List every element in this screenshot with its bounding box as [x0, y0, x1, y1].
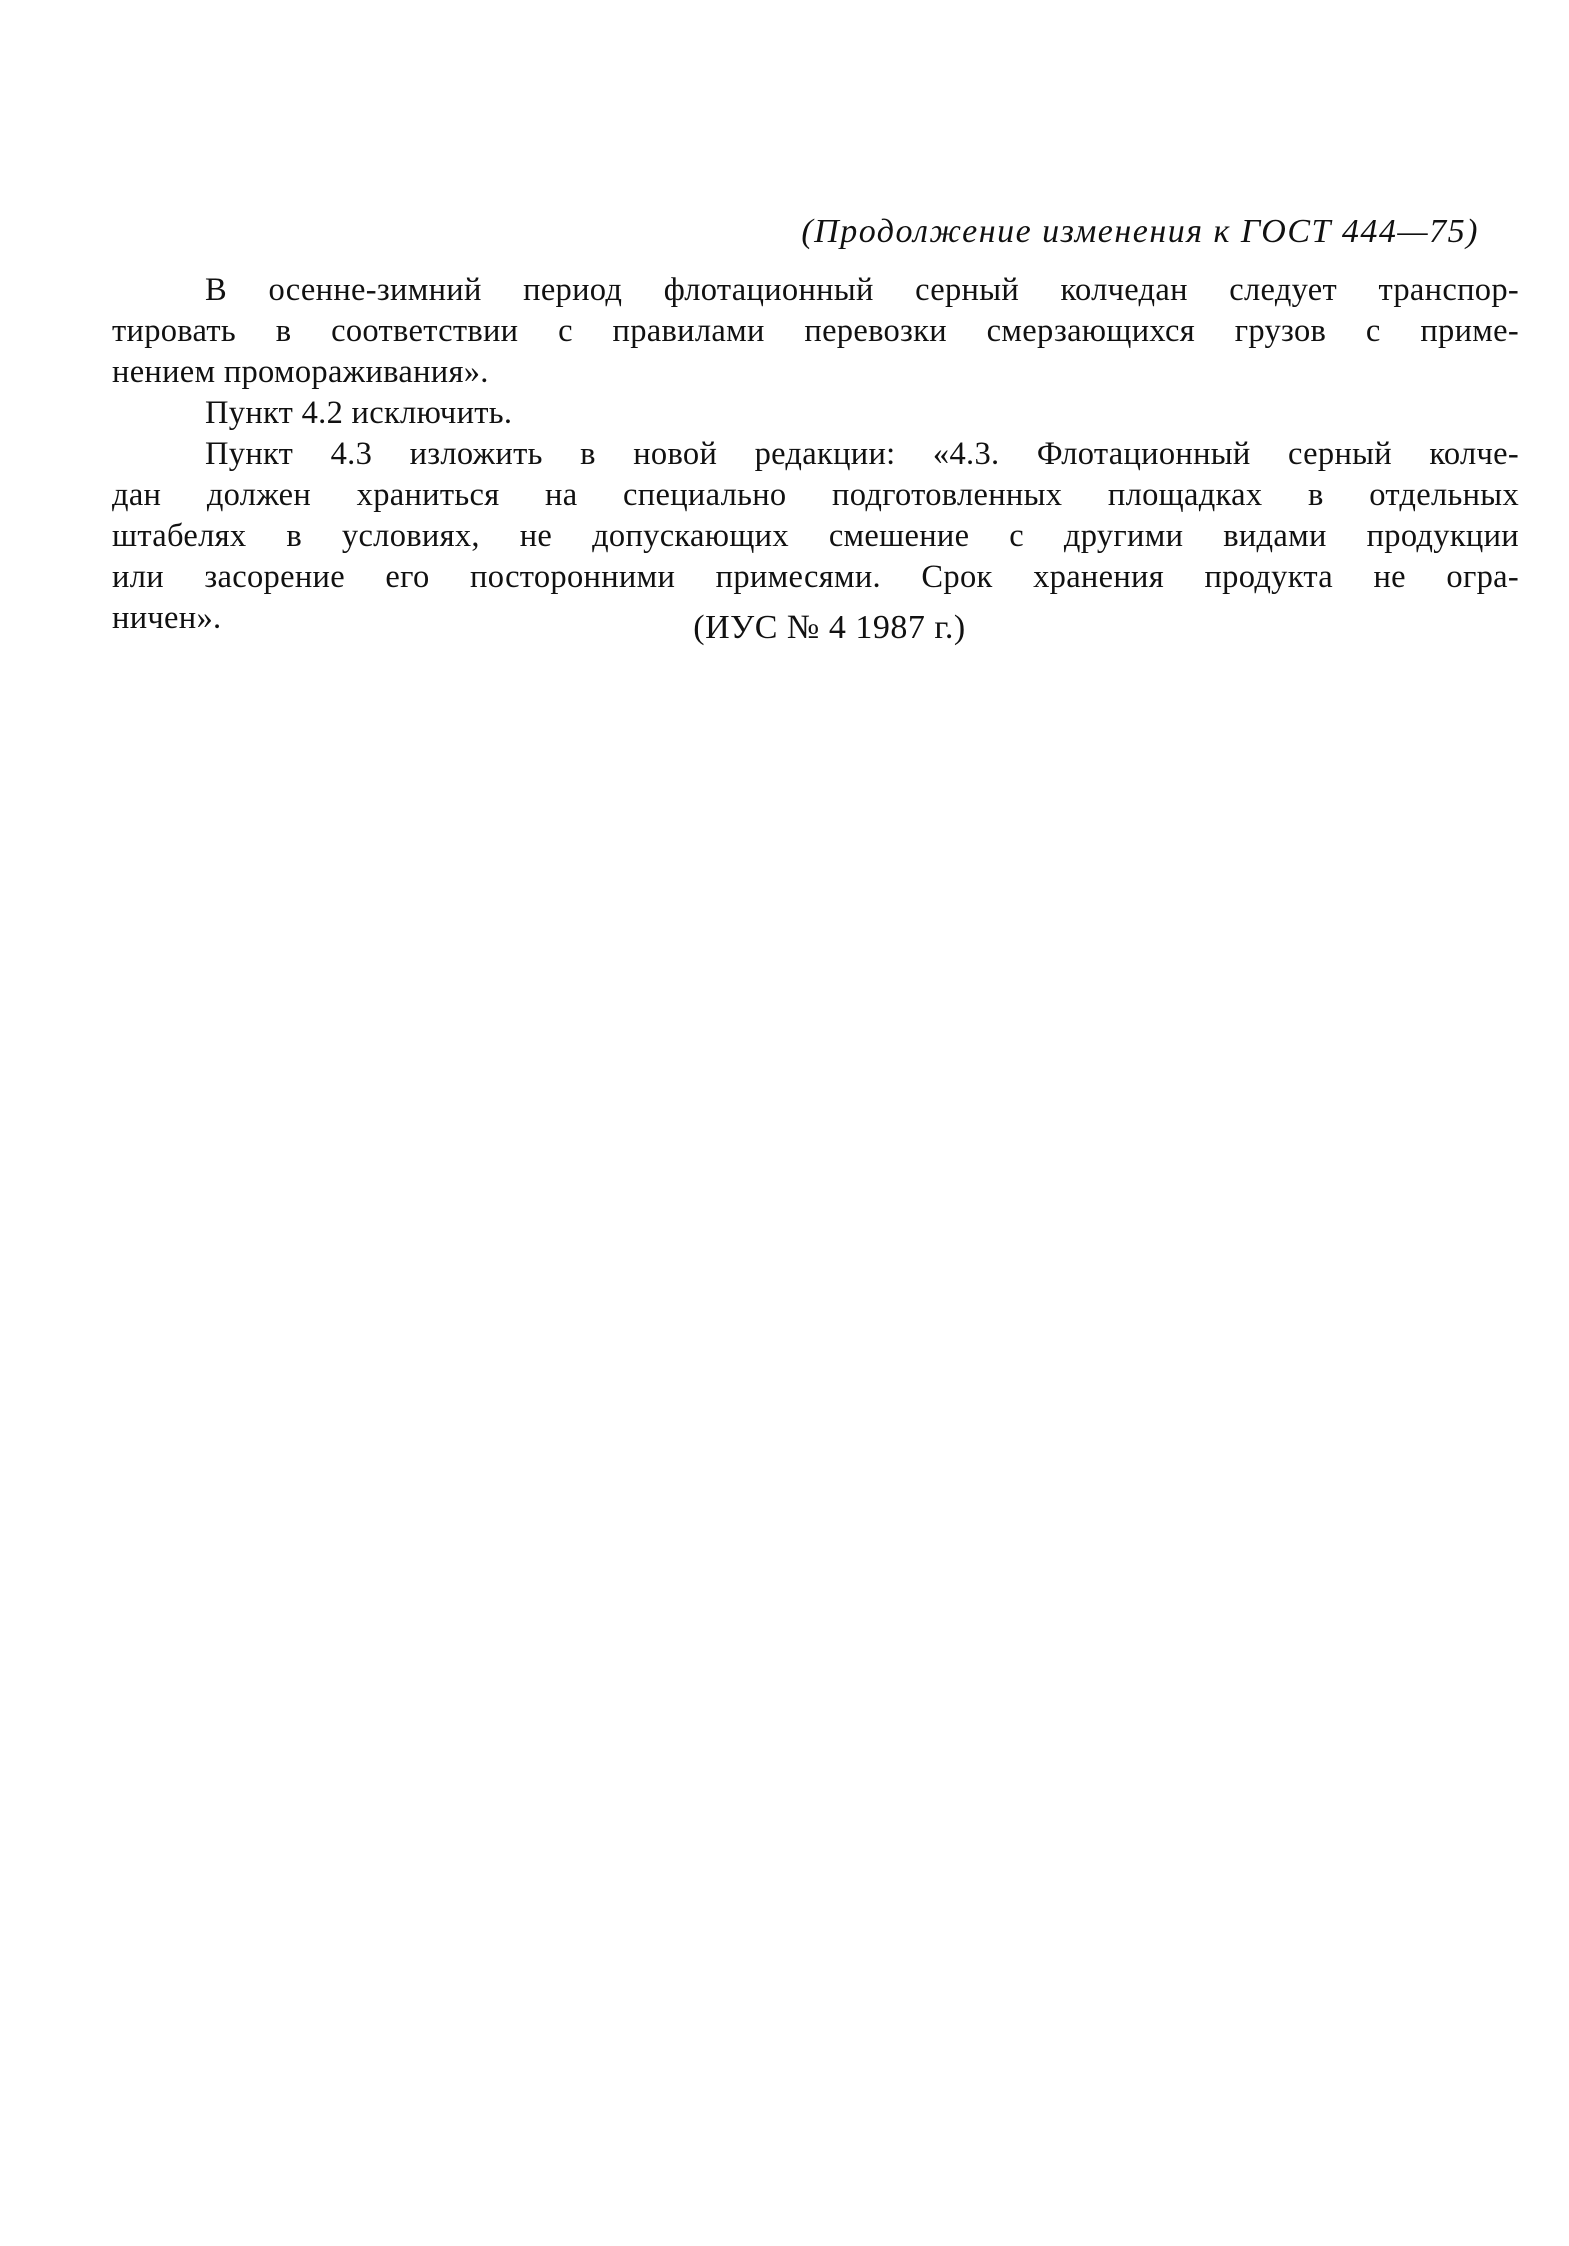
text-line: дан должен храниться на специально подготовленных площадках в отдельных — [112, 477, 1519, 513]
text-line: ничен». — [112, 600, 222, 636]
paragraph-transport — [112, 270, 1519, 393]
text-line: Пункт 4.2 исключить. — [205, 395, 513, 431]
text-line: Пункт 4.3 изложить в новой редакции: «4.3. Флотационный серный колче- — [205, 436, 1519, 472]
text-line: тировать в соответствии с правилами перевозки смерзающихся грузов с приме- — [112, 313, 1519, 349]
text-line: нением промораживания». — [112, 354, 489, 390]
source-reference: (ИУС № 4 1987 г.) — [693, 609, 966, 646]
text-line: В осенне-зимний период флотационный серный колчедан следует транспор- — [205, 272, 1519, 308]
text-line: или засорение его посторонними примесями. Срок хранения продукта не огра- — [112, 559, 1519, 595]
paragraph-clause-4-2 — [205, 393, 1519, 434]
text-line: штабелях в условиях, не допускающих смешение с другими видами продукции — [112, 518, 1519, 554]
running-header: (Продолжение изменения к ГОСТ 444—75) — [801, 213, 1479, 250]
document-body — [112, 270, 1519, 639]
